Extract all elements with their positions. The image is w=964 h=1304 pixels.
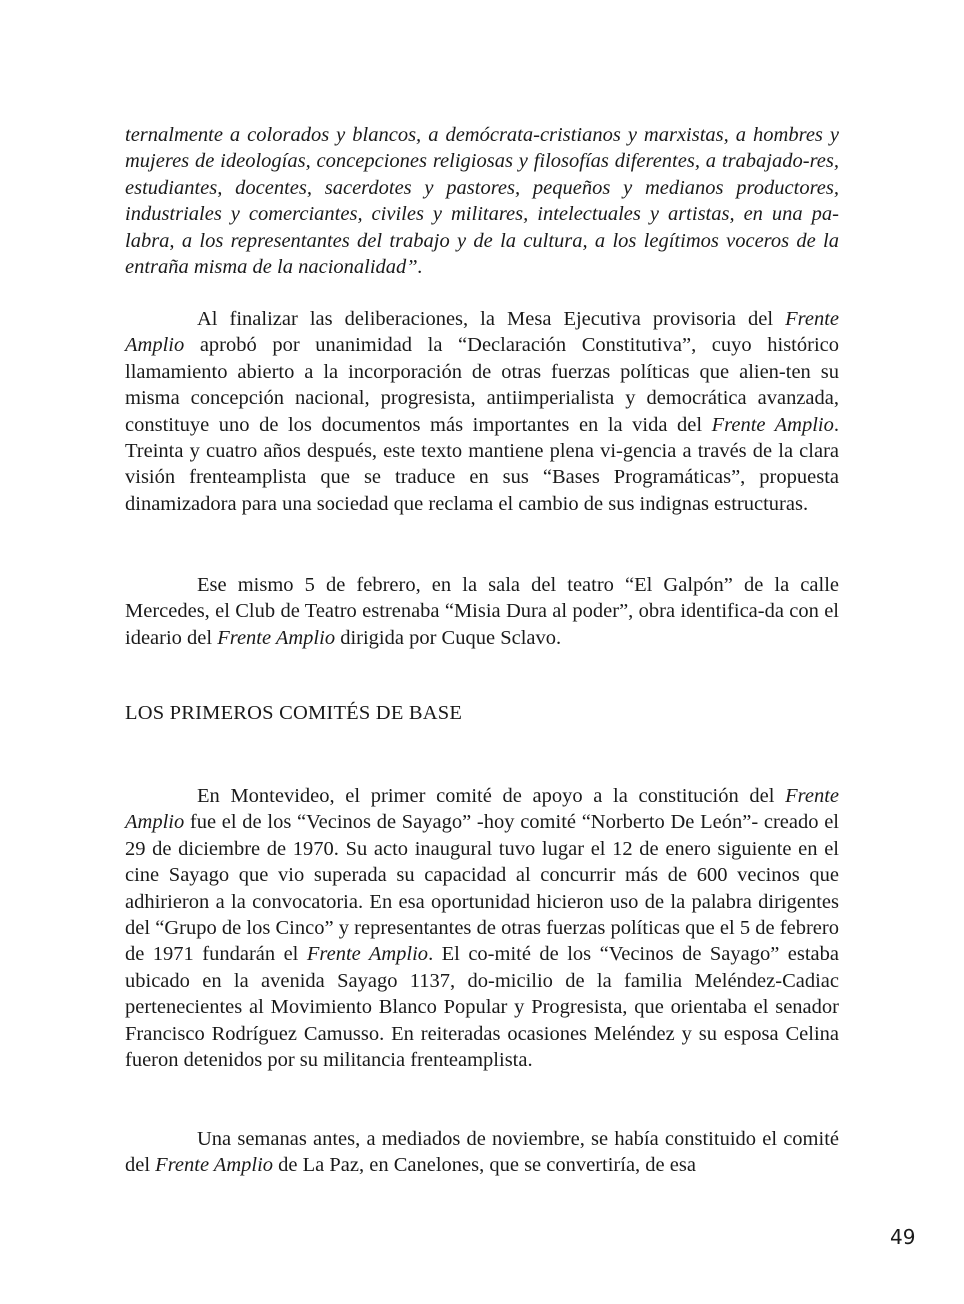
- quote-text: ternalmente a colorados y blancos, a demócrata-cristianos y marxistas, a hombres y mujeres de ideologías, concepciones religiosas y filosofías diferentes, a trabajado-res, estudiantes, docentes, sacerdotes y pastores, pequeños y medianos productores, industriales y comerciantes, civiles y militares, intelectuales y artistas, en una pa-labra, a los representantes del trabajo y de la cultura, a los legítimos voceros de la entraña misma de la nacionalidad”.: [125, 124, 839, 279]
- paragraph-text: Una semanas antes, a mediados de noviembre, se había constituido el comité del Frente Amplio de La Paz, en Canelones, que se convertiría, de esa: [125, 1128, 839, 1177]
- emphasis-frente-amplio: Frente Amplio: [711, 413, 834, 436]
- page-number: 49: [890, 1225, 916, 1249]
- paragraph-la-paz: [125, 1126, 839, 1179]
- paragraph-sayago: [125, 783, 839, 1073]
- paragraph-text: Ese mismo 5 de febrero, en la sala del teatro “El Galpón” de la calle Mercedes, el Club de Teatro estrenaba “Misia Dura al poder”, obra identifica-da con el ideario del Frente Amplio dirigida por Cuque Sclavo.: [125, 574, 839, 649]
- quote-block: [125, 122, 839, 280]
- emphasis-frente-amplio: Frente Amplio: [217, 626, 336, 649]
- paragraph-text: En Montevideo, el primer comité de apoyo a la constitución del Frente Amplio fue el de los “Vecinos de Sayago” -hoy comité “Norberto De León”- creado el 29 de diciembre de 1970. Su acto inaugural tuvo lugar el 12 de enero siguiente en el cine Sayago que vio superada su capacidad al concurrir más de 600 vecinos que adhirieron a la convocatoria. En esa oportunidad hicieron uso de la palabra dirigentes del “Grupo de los Cinco” y representantes de otras fuerzas políticas que el 5 de febrero de 1971 fundarán el Frente Amplio. El co-mité de los “Vecinos de Sayago” estaba ubicado en la avenida Sayago 1137, do-micilio de la familia Meléndez-Cadiac pertenecientes al Movimiento Blanco Popular y Progresista, que orientaba el senador Francisco Rodríguez Camusso. En reiteradas ocasiones Meléndez y su esposa Celina fueron detenidos por su militancia frenteamplista.: [125, 785, 840, 1072]
- emphasis-frente-amplio: Frente Amplio: [125, 308, 839, 357]
- emphasis-frente-amplio: Frente Amplio: [125, 785, 839, 834]
- section-heading: LOS PRIMEROS COMITÉS DE BASE: [125, 702, 463, 724]
- paragraph-galpon: [125, 572, 839, 651]
- paragraph-text: Al finalizar las deliberaciones, la Mesa Ejecutiva provisoria del Frente Amplio aprobó por unanimidad la “Declaración Constitutiva”, cuyo histórico llamamiento abierto a la incorporación de otras fuerzas políticas que alien-ten su misma concepción nacional, progresista, antiimperialista y democrática avanzada, constituye uno de los documentos más importantes en la vida del Frente Amplio. Treinta y cuatro años después, este texto mantiene plena vi-gencia a través de la clara visión frenteamplista que se traduce en sus “Bases Programáticas”, propuesta dinamizadora para una sociedad que reclama el cambio de sus indignas estructuras.: [125, 308, 840, 515]
- paragraph-declaracion: [125, 306, 839, 517]
- emphasis-frente-amplio: Frente Amplio: [155, 1154, 274, 1177]
- emphasis-frente-amplio: Frente Amplio: [306, 943, 429, 966]
